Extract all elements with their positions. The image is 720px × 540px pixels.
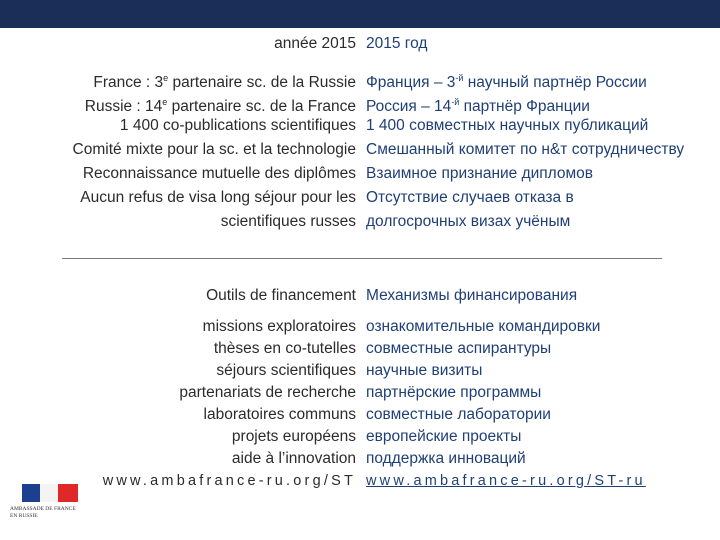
cooperation-list-ru xyxy=(366,66,684,234)
list-item: Reconnaissance mutuelle des diplômes xyxy=(82,165,356,182)
list-item: научные визиты xyxy=(366,362,483,379)
list-item: поддержка инноваций xyxy=(366,450,526,467)
cooperation-list-fr xyxy=(73,66,356,234)
list-item: France : 3e partenaire sc. de la Russie xyxy=(93,73,356,92)
list-item: 1 400 совместных научных публикаций xyxy=(366,117,649,134)
list-item: Russie : 14e partenaire sc. de la France xyxy=(84,97,356,116)
french-flag-icon xyxy=(22,484,78,502)
list-item: Взаимное признание дипломов xyxy=(366,165,594,182)
list-item: Франция – $3^{-й}$ научный партнёр России xyxy=(366,73,647,92)
list-item: Отсутствие случаев отказа в xyxy=(366,189,574,206)
list-item: partenariats de recherche xyxy=(179,384,356,401)
list-item: aide à l’innovation xyxy=(231,450,356,467)
funding-heading-left xyxy=(206,284,356,308)
list-item: séjours scientifiques xyxy=(216,362,356,379)
funding-heading-ru: Механизмы финансирования xyxy=(366,287,578,304)
list-item: партнёрские программы xyxy=(366,384,542,401)
website-link-fr[interactable]: www.ambafrance-ru.org/ST xyxy=(102,473,356,489)
list-item: Comité mixte pour la sc. et la technologie xyxy=(72,141,356,158)
list-item: laboratoires communs xyxy=(203,406,356,423)
website-link-ru[interactable]: www.ambafrance-ru.org/ST-ru xyxy=(366,473,646,489)
embassy-logo-line1: AMBASSADE DE FRANCE xyxy=(10,506,76,512)
header-year-ru: 2015 год xyxy=(366,35,428,52)
funding-list-ru xyxy=(366,316,646,492)
header-left xyxy=(274,32,356,56)
top-bar xyxy=(0,0,720,28)
list-item: Смешанный комитет по н&т сотрудничеству xyxy=(366,141,685,158)
list-item: совместные лаборатории xyxy=(366,406,551,423)
list-item: thèses en co-tutelles xyxy=(213,340,356,357)
list-item: missions exploratoires xyxy=(202,318,356,335)
funding-heading-fr: Outils de financement xyxy=(206,287,356,304)
embassy-logo-line2: EN RUSSIE xyxy=(10,513,38,519)
embassy-logo xyxy=(10,484,90,536)
list-item: scientifiques russes xyxy=(220,213,356,230)
section-divider xyxy=(62,258,662,259)
header-year-fr: année 2015 xyxy=(274,35,356,52)
list-item: ознакомительные командировки xyxy=(366,318,601,335)
list-item: Aucun refus de visa long séjour pour les xyxy=(80,189,356,206)
list-item: Россия – $14^{-й}$ партнёр Франции xyxy=(366,97,590,116)
header-right xyxy=(366,32,427,56)
funding-list-fr xyxy=(103,316,356,492)
list-item: projets européens xyxy=(231,428,356,445)
funding-heading-right xyxy=(366,284,577,308)
list-item: долгосрочных визах учёным xyxy=(366,213,571,230)
list-item: 1 400 co-publications scientifiques xyxy=(119,117,356,134)
list-item: совместные аспирантуры xyxy=(366,340,552,357)
embassy-logo-text xyxy=(10,506,90,520)
list-item: европейские проекты xyxy=(366,428,522,445)
